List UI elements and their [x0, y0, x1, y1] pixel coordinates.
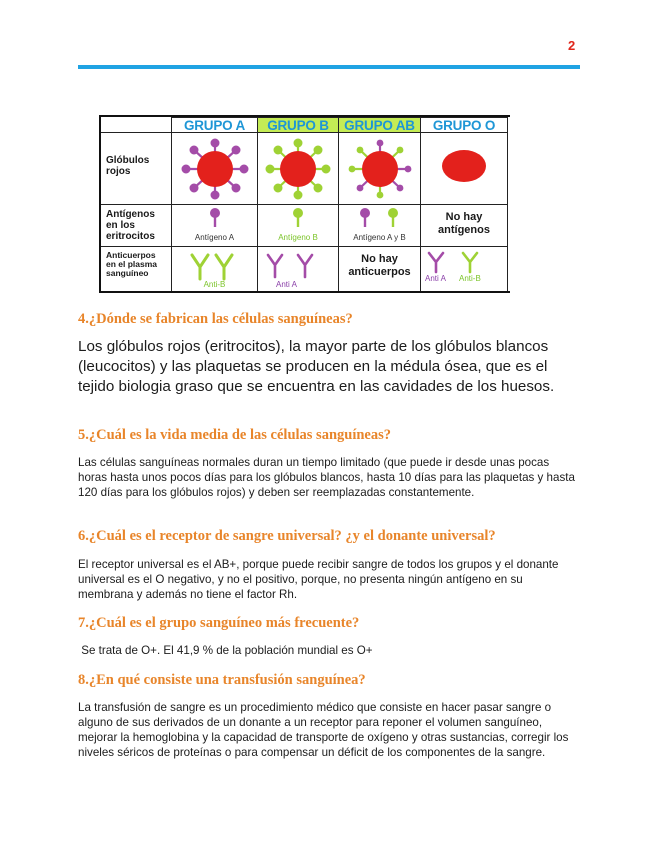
cell-antigen-a — [172, 205, 258, 247]
cell-red-b — [258, 133, 339, 205]
header-grupo-a: GRUPO A — [172, 117, 258, 133]
antigen-b-caption: Antígeno B — [278, 233, 318, 242]
answer-4: Los glóbulos rojos (eritrocitos), la mayor parte de los glóbulos blancos (leucocitos) y las plaquetas se producen en la médula ósea, que es el tejido biologia graso que se encuentra en las cavidades de los huesos. — [78, 338, 555, 395]
header-rule — [78, 65, 580, 69]
question-5: 5.¿Cuál es la vida media de las células sanguíneas? — [78, 427, 391, 443]
cell-antibody-a — [172, 247, 258, 291]
antibody-b-caption: Anti A — [276, 280, 297, 289]
cell-red-a — [172, 133, 258, 205]
header-grupo-b: GRUPO B — [258, 117, 339, 133]
header-grupo-o: GRUPO O — [421, 117, 508, 133]
question-6: 6.¿Cuál es el receptor de sangre universal? ¿y el donante universal? — [78, 528, 496, 544]
red-cell-a-icon — [172, 133, 258, 205]
antibody-o-icon — [421, 247, 508, 291]
answer-7: Se trata de O+. El 41,9 % de la población mundial es O+ — [78, 644, 373, 657]
antigen-a-caption: Antígeno A — [194, 233, 235, 242]
cell-red-ab — [339, 133, 421, 205]
table-corner-cell — [101, 117, 172, 133]
page-number: 2 — [568, 38, 576, 53]
question-7: 7.¿Cuál es el grupo sanguíneo más frecuente? — [78, 615, 360, 631]
blood-group-table — [99, 115, 510, 293]
no-antigens-text: No hay antígenos — [438, 211, 490, 236]
cell-red-o — [421, 133, 508, 205]
no-antibodies-text: No hay anticuerpos — [348, 253, 411, 278]
red-cell-b-icon — [258, 133, 339, 205]
answer-8: La transfusión de sangre es un procedimiento médico que consiste en hacer pasar sangre o alguno de sus derivados de un donante a un receptor para reponer el volumen sanguíneo, mejorar la hemoglobina y la capacidad de transporte de oxígeno y otras sustancias, corregir los niveles séricos de proteínas o para compensar un déficit de los componentes de la sangre. — [78, 701, 569, 759]
question-8: 8.¿En qué consiste una transfusión sanguínea? — [78, 672, 366, 688]
cell-antigen-ab — [339, 205, 421, 247]
answer-5: Las células sanguíneas normales duran un tiempo limitado (que puede ir desde unas pocas horas hasta unos pocos días para los glóbulos blancos, hasta 10 días para las plaquetas y hasta 120 días para los glóbulos rojos) y deben ser reemplazadas constantemente. — [78, 456, 575, 499]
row-label-antigenos: Antígenos en los eritrocitos — [101, 205, 172, 247]
cell-antibody-b — [258, 247, 339, 291]
cell-antigen-o — [421, 205, 508, 247]
row-label-globulos: Glóbulos rojos — [101, 133, 172, 205]
antigen-ab-caption: Antígeno A y B — [353, 233, 406, 242]
cell-antigen-b — [258, 205, 339, 247]
antibody-o-caption-a: Anti A — [425, 274, 446, 283]
antibody-o-caption-b: Anti-B — [459, 274, 481, 283]
question-4: 4.¿Dónde se fabrican las células sanguíneas? — [78, 311, 353, 327]
header-grupo-ab: GRUPO AB — [339, 117, 421, 133]
red-cell-o-icon — [421, 133, 508, 205]
answer-6: El receptor universal es el AB+, porque puede recibir sangre de todos los grupos y el donante universal es el O negativo, y no el positivo, porque, no presenta ningún antígeno en su membrana y además no tiene el factor Rh. — [78, 558, 559, 601]
cell-antibody-ab — [339, 247, 421, 291]
red-cell-ab-icon — [339, 133, 421, 205]
row-label-anticuerpos: Anticuerpos en el plasma sanguíneo — [101, 247, 172, 291]
antibody-a-caption: Anti-B — [203, 280, 226, 289]
cell-antibody-o — [421, 247, 508, 291]
